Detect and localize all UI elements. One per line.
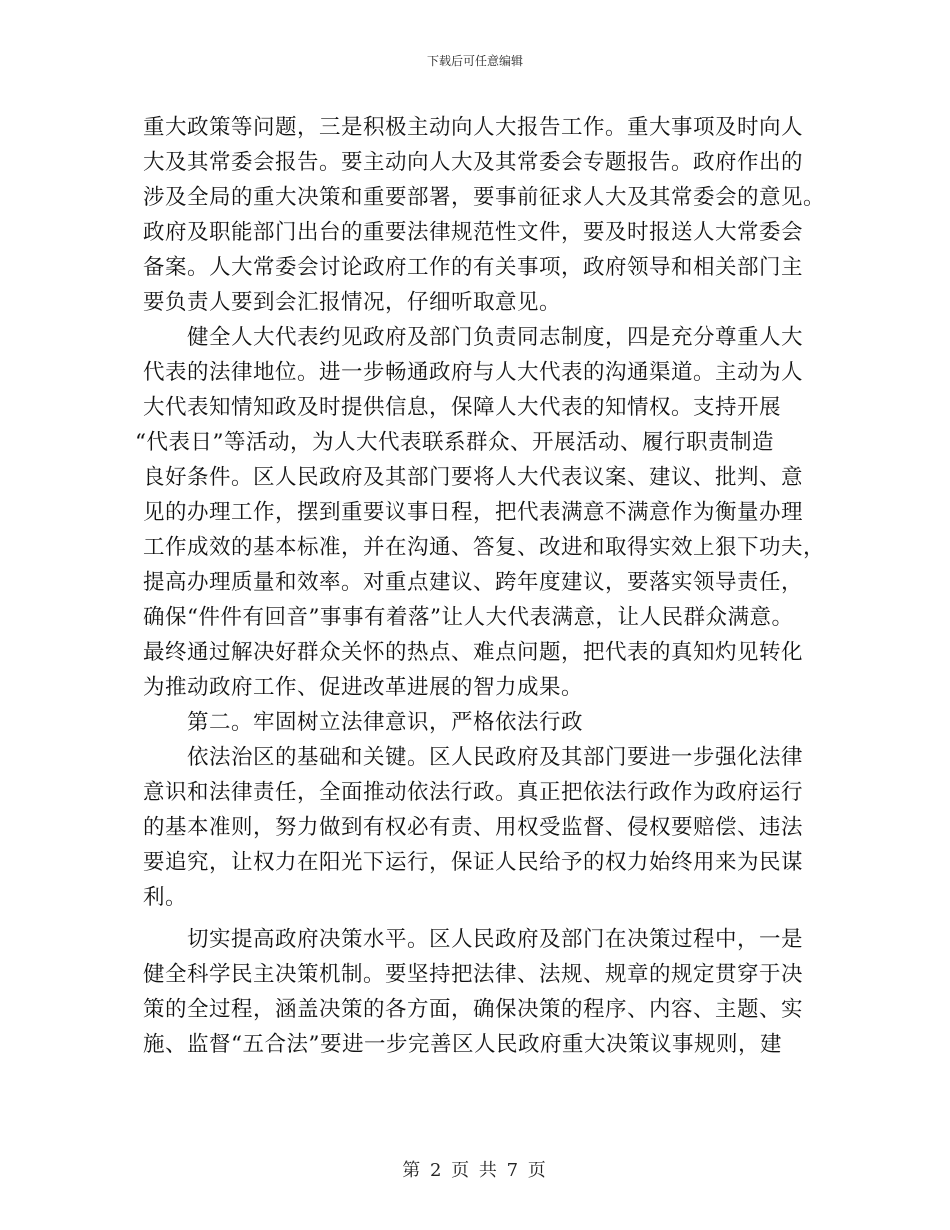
text-line: 最终通过解决好群众关怀的热点、难点问题，把代表的真知灼见转化 [143,640,804,665]
text-line: 健全科学民主决策机制。要坚持把法律、法规、规章的规定贯穿于决 [143,962,804,987]
text-line: 备案。人大常委会讨论政府工作的有关事项，政府领导和相关部门主 [143,255,804,280]
text-line: 要负责人要到会汇报情况，仔细听取意见。 [143,290,562,315]
text-line: 大及其常委会报告。要主动向人大及其常委会专题报告。政府作出的 [143,150,804,175]
text-line: “代表日”等活动，为人大代表联系群众、开展活动、履行职责制造 [135,430,774,455]
document-body [135,110,826,1062]
section-heading: 第二。牢固树立法律意识，严格依法行政 [187,710,584,735]
paragraph-start-line: 依法治区的基础和关键。区人民政府及其部门要进一步强化法律 [187,745,804,770]
text-line: 要追究，让权力在阳光下运行，保证人民给予的权力始终用来为民谋 [143,850,804,875]
text-line: 政府及职能部门出台的重要法律规范性文件，要及时报送人大常委会 [143,220,804,245]
text-line: 策的全过程，涵盖决策的各方面，确保决策的程序、内容、主题、实 [143,997,804,1022]
text-line: 利。 [143,885,188,910]
page-header: 下载后可任意编辑 [426,54,523,68]
text-line: 大代表知情知政及时提供信息，保障人大代表的知情权。支持开展 [143,395,782,420]
text-line: 良好条件。区人民政府及其部门要将人大代表议案、建议、批判、意 [143,465,804,490]
text-line: 工作成效的基本标准，并在沟通、答复、改进和取得实效上狠下功夫， [143,535,826,560]
text-line: 的基本准则，努力做到有权必有责、用权受监督、侵权要赔偿、违法 [143,815,804,840]
text-line: 确保“件件有回音”事事有着落”让人大代表满意，让人民群众满意。 [143,605,794,630]
paragraph-start-line: 切实提高政府决策水平。区人民政府及部门在决策过程中，一是 [187,927,804,952]
text-line: 涉及全局的重大决策和重要部署，要事前征求人大及其常委会的意见。 [143,185,826,210]
text-line: 代表的法律地位。进一步畅通政府与人大代表的沟通渠道。主动为人 [143,360,804,385]
text-line: 重大政策等问题，三是积极主动向人大报告工作。重大事项及时向人 [143,115,804,140]
text-line: 意识和法律责任，全面推动依法行政。真正把依法行政作为政府运行 [143,780,804,805]
text-line: 见的办理工作，摆到重要议事日程，把代表满意不满意作为衡量办理 [143,500,804,525]
text-line: 施、监督“五合法”要进一步完善区人民政府重大决策议事规则，建 [143,1032,782,1057]
page-number: 第 2 页 共 7 页 [402,1160,548,1181]
paragraph-start-line: 健全人大代表约见政府及部门负责同志制度，四是充分尊重人大 [187,325,804,350]
text-line: 提高办理质量和效率。对重点建议、跨年度建议，要落实领导责任， [143,570,804,595]
text-line: 为推动政府工作、促进改革进展的智力成果。 [143,675,584,700]
